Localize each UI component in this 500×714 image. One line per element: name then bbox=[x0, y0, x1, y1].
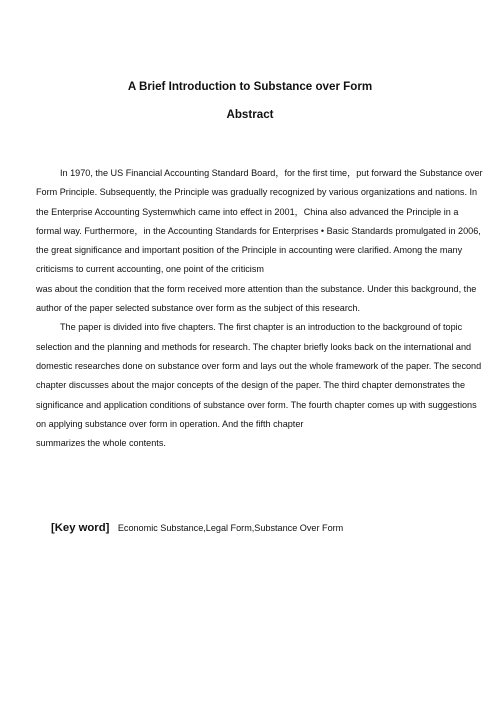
paragraph-line: the Enterprise Accounting Systemwhich came into effect in 2001，China also advanced the Principle in a bbox=[36, 206, 459, 217]
paragraph-line: In 1970, the US Financial Accounting Standard Board，for the first time，put forward the Substance over bbox=[60, 168, 483, 178]
keywords-label: [Key word] bbox=[51, 522, 110, 534]
paragraph-line: criticisms to current accounting, one point of the criticism bbox=[36, 264, 264, 275]
abstract-heading: Abstract bbox=[226, 108, 274, 121]
document-title: A Brief Introduction to Substance over Form bbox=[127, 80, 373, 93]
paragraph-line: selection and the planning and methods for research. The chapter briefly looks back on the international and bbox=[36, 341, 472, 352]
paragraph-line: significance and application conditions of substance over form. The fourth chapter comes up with suggestions bbox=[36, 399, 477, 410]
paragraph-line: the great significance and important position of the Principle in accounting were clarified. Among the many bbox=[36, 245, 463, 256]
paragraph-line: domestic researches done on substance over form and lays out the whole framework of the paper. The second bbox=[36, 360, 482, 371]
paragraph-line: Form Principle. Subsequently, the Principle was gradually recognized by various organizations and nations. In bbox=[36, 187, 478, 198]
keywords-row bbox=[51, 519, 343, 536]
paragraph-line: The paper is divided into five chapters. The first chapter is an introduction to the background of topic bbox=[60, 322, 463, 333]
paragraph-line: summarizes the whole contents. bbox=[36, 438, 166, 449]
paragraph-line: chapter discusses about the major concepts of the design of the paper. The third chapter demonstrates the bbox=[36, 380, 466, 391]
abstract-paragraph-1 bbox=[36, 164, 483, 318]
paragraph-line: formal way. Furthermore，in the Accounting Standards for Enterprises • Basic Standards promulgated in 2006, bbox=[36, 225, 481, 236]
abstract-body bbox=[36, 164, 483, 453]
paragraph-line: on applying substance over form in operation. And the fifth chapter bbox=[36, 418, 304, 429]
paragraph-line: was about the condition that the form received more attention than the substance. Under this background, the bbox=[36, 283, 477, 294]
abstract-paragraph-2 bbox=[36, 318, 482, 453]
paragraph-line: author of the paper selected substance over form as the subject of this research. bbox=[36, 303, 361, 314]
keywords-text: Economic Substance,Legal Form,Substance Over Form bbox=[117, 523, 344, 533]
